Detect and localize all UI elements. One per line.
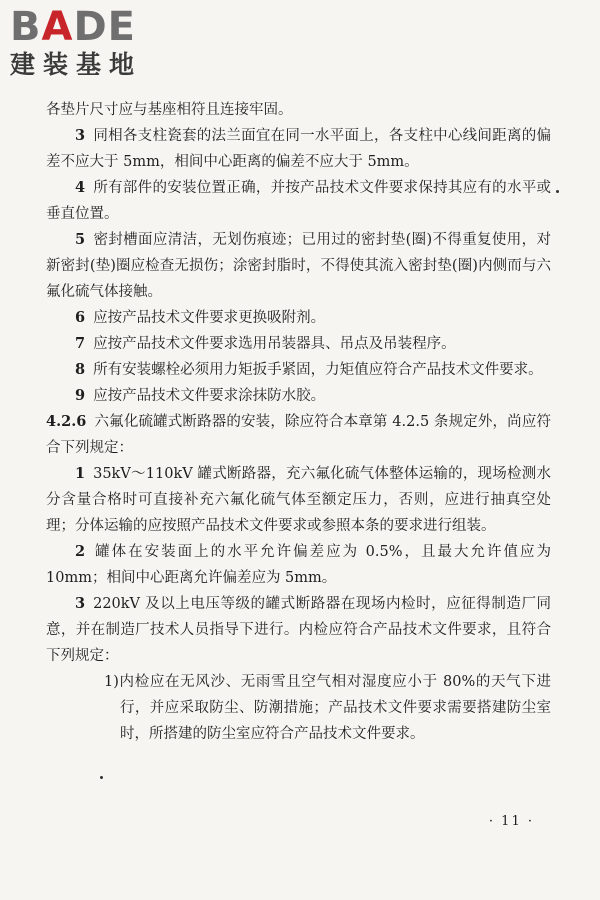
section-heading	[46, 409, 551, 461]
continued-line: 各垫片尺寸应与基座相符且连接牢固。	[46, 102, 293, 118]
list-item: 8 所有安装螺栓必须用力矩扳手紧固，力矩值应符合产品技术文件要求。	[75, 361, 543, 378]
list-item: 6 应按产品技术文件要求更换吸附剂。	[75, 309, 326, 326]
list-item: 3 220kV 及以上电压等级的罐式断路器在现场内检时，应征得制造厂同意，并在制造厂技术人员指导下进行。内检应符合产品技术文件要求，且符合下列规定：	[46, 595, 551, 664]
document-body	[46, 97, 551, 747]
sub-item-number: 1)	[104, 674, 119, 690]
list-item: 2 罐体在安装面上的水平允许偏差应为 0.5%，且最大允许值应为 10mm；相间中心距离允许偏差应为 5mm。	[46, 543, 551, 586]
list-item: 7 应按产品技术文件要求选用吊装器具、吊点及吊装程序。	[75, 335, 456, 352]
scan-speck	[100, 776, 103, 779]
logo-wordmark: BADE	[10, 4, 136, 50]
list-item: 4 所有部件的安装位置正确，并按产品技术文件要求保持其应有的水平或垂直位置。	[46, 179, 551, 222]
section-text: 六氟化硫罐式断路器的安装，除应符合本章第 4.2.5 条规定外，尚应符合下列规定：	[46, 414, 551, 456]
scan-speck	[556, 190, 559, 193]
list-item: 5 密封槽面应清洁，无划伤痕迹；已用过的密封垫(圈)不得重复使用，对新密封(垫)圈应检查无损伤；涂密封脂时，不得使其流入密封垫(圈)内侧而与六氟化硫气体接触。	[46, 231, 551, 300]
list-item: 3 同相各支柱瓷套的法兰面宜在同一水平面上，各支柱中心线间距离的偏差不应大于 5mm，相间中心距离的偏差不应大于 5mm。	[46, 127, 551, 170]
logo-subtitle: 建装基地	[10, 50, 143, 79]
sub-item-text: 内检应在无风沙、无雨雪且空气相对湿度应小于 80%的天气下进行，并应采取防尘、防潮措施；产品技术文件要求需要搭建防尘室时，所搭建的防尘室应符合产品技术文件要求。	[118, 674, 551, 742]
bade-logo	[10, 6, 142, 80]
sub-list-item	[46, 669, 551, 747]
page-number: · 11 ·	[488, 814, 534, 829]
section-number: 4.2.6	[46, 413, 87, 430]
list-item: 9 应按产品技术文件要求涂抹防水胶。	[75, 387, 326, 404]
list-item: 1 35kV～110kV 罐式断路器，充六氟化硫气体整体运输的，现场检测水分含量合格时可直接补充六氟化硫气体至额定压力，否则，应进行抽真空处理；分体运输的应按照产品技术文件要求或参照本条的要求进行组装。	[46, 465, 551, 534]
